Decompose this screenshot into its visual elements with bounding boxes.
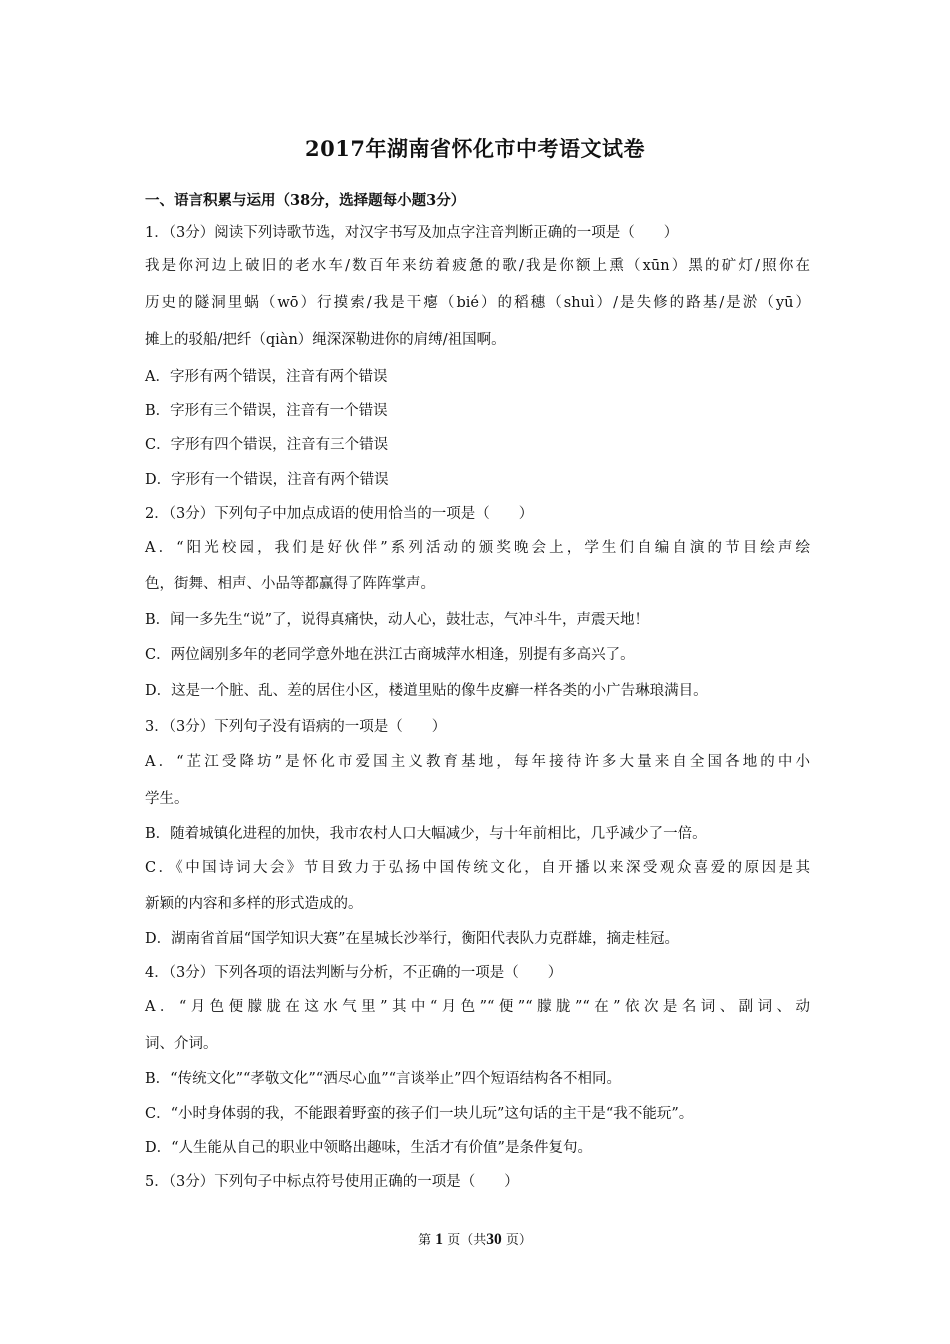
question-2-option-a-line-2: 色，街舞、相声、小品等都赢得了阵阵掌声。 bbox=[145, 576, 435, 592]
question-2-option-c: C．两位阔别多年的老同学意外地在洪江古商城萍水相逢，别提有多高兴了。 bbox=[145, 647, 635, 663]
question-4-option-a-line-2: 词、介词。 bbox=[145, 1036, 218, 1052]
poem-line-2: 历史的隧洞里蜗（wō）行摸索/我是干瘪（bié）的稻穗（shuì）/是失修的路基/是淤（yū） bbox=[145, 295, 810, 311]
question-1-stem: 1．（3分）阅读下列诗歌节选，对汉字书写及加点字注音判断正确的一项是（ ） bbox=[145, 225, 679, 241]
section-heading: 一、语言积累与运用（38分，选择题每小题3分） bbox=[145, 192, 466, 209]
question-2-stem: 2．（3分）下列句子中加点成语的使用恰当的一项是（ ） bbox=[145, 506, 534, 522]
question-4-option-c: C．“小时身体弱的我，不能跟着野蛮的孩子们一块儿玩”这句话的主干是“我不能玩”。 bbox=[145, 1106, 694, 1122]
question-2-option-a-line-1: A．“阳光校园，我们是好伙伴”系列活动的颁奖晚会上，学生们自编自演的节目绘声绘 bbox=[145, 540, 810, 556]
question-1-option-a: A．字形有两个错误，注音有两个错误 bbox=[145, 369, 388, 385]
question-3-option-a-line-2: 学生。 bbox=[145, 791, 189, 807]
poem-line-1: 我是你河边上破旧的老水车/数百年来纺着疲惫的歌/我是你额上熏（xūn）黑的矿灯/照你在 bbox=[145, 258, 810, 274]
footer-total-pages: 30 bbox=[486, 1231, 502, 1248]
footer-suffix: 页） bbox=[505, 1233, 532, 1248]
footer-prefix: 第 bbox=[418, 1233, 432, 1248]
question-3-option-c-line-2: 新颖的内容和多样的形式造成的。 bbox=[145, 896, 363, 912]
question-4-stem: 4．（3分）下列各项的语法判断与分析，不正确的一项是（ ） bbox=[145, 965, 563, 981]
poem-line-3: 摊上的驳船/把纤（qiàn）绳深深勒进你的肩缚/祖国啊。 bbox=[145, 332, 506, 348]
question-2-option-b: B．闻一多先生“说”了，说得真痛快，动人心，鼓壮志，气冲斗牛，声震天地！ bbox=[145, 612, 649, 628]
question-4-option-d: D．“人生能从自己的职业中领略出趣味，生活才有价值”是条件复句。 bbox=[145, 1140, 592, 1156]
question-1-option-c: C．字形有四个错误，注音有三个错误 bbox=[145, 437, 389, 453]
question-5-stem: 5．（3分）下列句子中标点符号使用正确的一项是（ ） bbox=[145, 1174, 519, 1190]
footer-middle: 页（共 bbox=[447, 1233, 487, 1248]
question-3-option-b: B．随着城镇化进程的加快，我市农村人口大幅减少，与十年前相比，几乎减少了一倍。 bbox=[145, 826, 707, 842]
question-4-option-a-line-1: A．“月色便朦胧在这水气里”其中“月色”“便”“朦胧”“在”依次是名词、副词、动 bbox=[145, 999, 810, 1015]
page-title: 2017年湖南省怀化市中考语文试卷 bbox=[305, 136, 645, 161]
footer-page-number: 1 bbox=[435, 1231, 444, 1248]
question-3-option-c-line-1: C．《中国诗词大会》节目致力于弘扬中国传统文化，自开播以来深受观众喜爱的原因是其 bbox=[145, 860, 810, 876]
question-1-option-d: D．字形有一个错误，注音有两个错误 bbox=[145, 472, 389, 488]
question-3-stem: 3．（3分）下列句子没有语病的一项是（ ） bbox=[145, 719, 447, 735]
question-4-option-b: B．“传统文化”“孝敬文化”“洒尽心血”“言谈举止”四个短语结构各不相同。 bbox=[145, 1071, 621, 1087]
question-3-option-d: D．湖南省首届“国学知识大赛”在星城长沙举行，衡阳代表队力克群雄，摘走桂冠。 bbox=[145, 931, 679, 947]
question-1-option-b: B．字形有三个错误，注音有一个错误 bbox=[145, 403, 388, 419]
page-footer bbox=[0, 1229, 950, 1249]
question-2-option-d: D．这是一个脏、乱、差的居住小区，楼道里贴的像牛皮癣一样各类的小广告琳琅满目。 bbox=[145, 683, 708, 699]
question-3-option-a-line-1: A．“芷江受降坊”是怀化市爱国主义教育基地，每年接待许多大量来自全国各地的中小 bbox=[145, 754, 810, 770]
